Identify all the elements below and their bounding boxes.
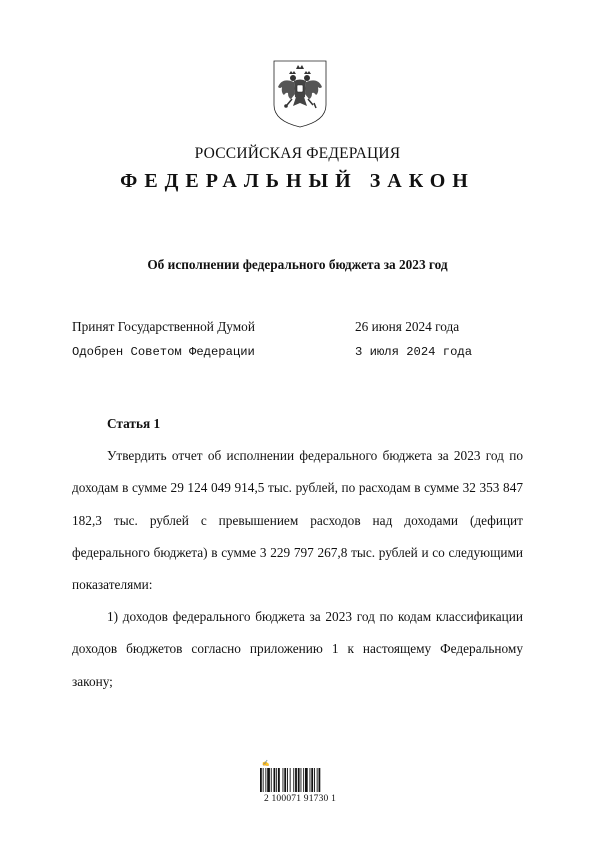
council-date: 3 июля 2024 года xyxy=(355,345,473,359)
council-label: Одобрен Советом Федерации xyxy=(72,345,255,359)
barcode-bar xyxy=(263,768,264,792)
barcode-bar xyxy=(319,768,321,792)
barcode-bar xyxy=(278,768,280,792)
barcode-bar xyxy=(290,768,291,792)
article-paragraph-item: 1) доходов федерального бюджета за 2023 год по кодам классификации доходов бюджетов согласно приложению 1 к настоящему Федеральному закону; xyxy=(72,609,523,689)
barcode-bar xyxy=(276,768,277,792)
barcode-bar xyxy=(283,768,284,792)
barcode-bar xyxy=(271,768,272,792)
country-name: РОССИЙСКАЯ ФЕДЕРАЦИЯ xyxy=(194,145,401,162)
barcode-bar xyxy=(303,768,304,792)
russian-coat-of-arms-icon xyxy=(272,59,328,129)
law-title: Об исполнении федерального бюджета за 2023 год xyxy=(147,257,448,272)
article-paragraph: Утвердить отчет об исполнении федерального бюджета за 2023 год по доходам в сумме 29 124 049 914,5 тыс. рублей, по расходам в сумме 32 353 847 182,3 тыс. рублей с превышением расходов над доходами (дефицит федерального бюджета) в сумме 3 229 797 267,8 тыс. рублей и со следующими показателями: xyxy=(72,448,523,593)
barcode xyxy=(252,757,348,823)
barcode-bar xyxy=(265,768,266,792)
duma-label: Принят Государственной Думой xyxy=(72,319,255,334)
barcode-bar xyxy=(298,768,300,792)
duma-date: 26 июня 2024 года xyxy=(355,319,460,334)
barcode-bar xyxy=(293,768,294,792)
article-heading: Статья 1 xyxy=(107,416,161,431)
barcode-bar xyxy=(267,768,270,792)
barcode-bar xyxy=(317,768,318,792)
barcode-bar xyxy=(287,768,288,792)
svg-text:✍: ✍ xyxy=(262,761,270,767)
barcode-icon xyxy=(252,757,348,793)
barcode-bar xyxy=(295,768,297,792)
barcode-bar xyxy=(284,768,286,792)
barcode-bar xyxy=(305,768,308,792)
emblem xyxy=(272,59,328,129)
barcode-bar xyxy=(314,768,315,792)
barcode-number: 2 100071 91730 1 xyxy=(263,794,337,804)
document-type: ФЕДЕРАЛЬНЫЙ ЗАКОН xyxy=(120,170,475,192)
barcode-bar xyxy=(301,768,302,792)
barcode-bar xyxy=(310,768,311,792)
barcode-bar xyxy=(274,768,276,792)
barcode-bar xyxy=(311,768,313,792)
barcode-bar xyxy=(260,768,262,792)
